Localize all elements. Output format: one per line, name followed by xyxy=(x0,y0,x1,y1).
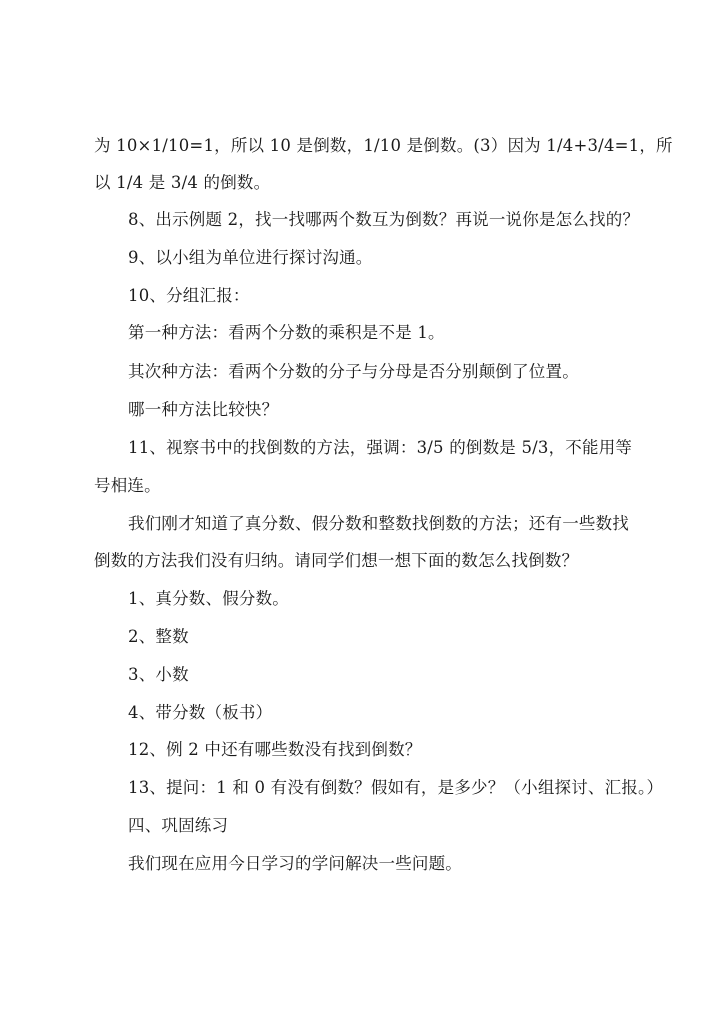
text-line: 2、整数 xyxy=(128,627,189,646)
text-line: 我们现在应用今日学习的学问解决一些问题。 xyxy=(128,854,462,873)
text-line: 以 1/4 是 3/4 的倒数。 xyxy=(94,173,271,192)
text-line: 1、真分数、假分数。 xyxy=(128,589,289,608)
text-line: 3、小数 xyxy=(128,665,189,684)
text-line: 号相连。 xyxy=(94,476,161,495)
text-line: 12、例 2 中还有哪些数没有找到倒数？ xyxy=(128,740,422,759)
text-line: 4、带分数（板书） xyxy=(128,703,273,722)
text-line: 其次种方法：看两个分数的分子与分母是否分别颠倒了位置。 xyxy=(128,362,579,381)
text-line: 我们刚才知道了真分数、假分数和整数找倒数的方法；还有一些数找 xyxy=(128,514,629,533)
text-line: 10、分组汇报： xyxy=(128,286,250,305)
text-line: 第一种方法：看两个分数的乘积是不是 1。 xyxy=(128,323,445,342)
text-line: 11、视察书中的找倒数的方法，强调：3/5 的倒数是 5/3，不能用等 xyxy=(128,438,633,457)
text-line: 8、出示例题 2，找一找哪两个数互为倒数？再说一说你是怎么找的？ xyxy=(128,210,640,229)
text-line: 四、巩固练习 xyxy=(128,816,229,835)
text-line: 13、提问：1 和 0 有没有倒数？假如有，是多少？（小组探讨、汇报。） xyxy=(128,778,664,797)
text-line: 倒数的方法我们没有归纳。请同学们想一想下面的数怎么找倒数？ xyxy=(94,551,579,570)
text-line: 9、以小组为单位进行探讨沟通。 xyxy=(128,248,373,267)
text-line: 哪一种方法比较快？ xyxy=(128,400,279,419)
text-line: 为 10×1/10=1，所以 10 是倒数，1/10 是倒数。(3）因为 1/4+3/4=1，所 xyxy=(94,136,673,155)
